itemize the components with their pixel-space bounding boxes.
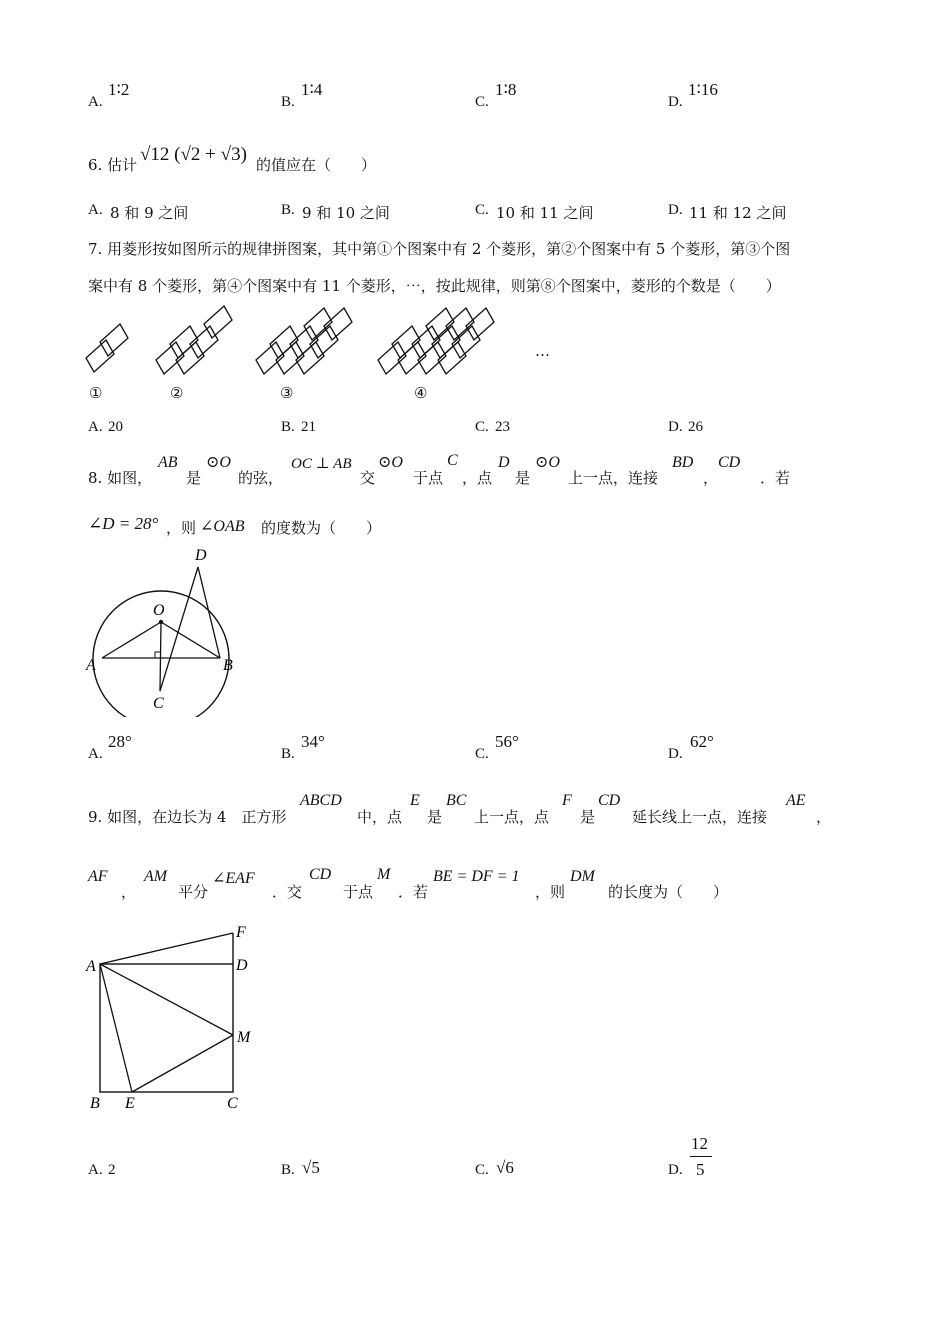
q5-option-a-letter: A. <box>88 94 103 110</box>
q9-label-m: M <box>237 1029 251 1046</box>
q8-option-a-value: 28° <box>108 732 132 751</box>
q5-option-d-value: 1∶16 <box>688 80 718 99</box>
q8-option-a-letter: A. <box>88 746 103 762</box>
q9-cd: CD <box>598 792 621 809</box>
q7-figure-label-3: ③ <box>280 384 294 402</box>
q8-text-9: ， <box>703 469 719 487</box>
rhombus <box>304 308 332 340</box>
q7-option-c-letter: C. <box>475 419 489 435</box>
q6-option-a-value: 8 和 9 之间 <box>110 204 189 222</box>
rhombus <box>170 326 198 358</box>
q7-option-d-value: 26 <box>688 419 703 435</box>
q7-figure-label-2: ② <box>170 384 184 402</box>
q8-option-d-value: 62° <box>690 732 714 751</box>
q7-option-a-letter: A. <box>88 419 103 435</box>
q9-option-d-denominator: 5 <box>696 1160 705 1179</box>
q7-option-a-value: 20 <box>108 419 123 435</box>
q9-bc: BC <box>446 792 467 809</box>
q9-cd-2: CD <box>309 866 332 883</box>
rhombus <box>310 326 338 358</box>
q9-point-f: F <box>562 792 572 809</box>
rhombus <box>156 342 184 374</box>
rhombus <box>432 326 460 358</box>
q8-circle-o-2: ⊙O <box>378 454 403 471</box>
q8-circle-o-1: ⊙O <box>206 454 231 471</box>
q7-option-d-letter: D. <box>668 419 683 435</box>
q9-label-a: A <box>86 958 96 975</box>
q9-label-d: D <box>236 957 248 974</box>
q9-option-a-letter: A. <box>88 1162 103 1178</box>
q6-option-b-letter: B. <box>281 202 295 218</box>
rhombus <box>426 308 454 340</box>
q9-segment-am <box>100 964 233 1035</box>
q8-ab: AB <box>158 454 178 471</box>
q9-option-d-numerator: 12 <box>691 1134 708 1153</box>
q8-cd: CD <box>718 454 741 471</box>
rhombus <box>412 326 440 358</box>
q9-text-4: 上一点，点 <box>474 808 550 826</box>
q6-option-d-letter: D. <box>668 202 683 218</box>
q9-option-b-value: √5 <box>302 1158 320 1177</box>
rhombus <box>100 324 128 356</box>
q5-option-b-value: 1∶4 <box>301 80 323 99</box>
q8-center-dot <box>159 620 163 624</box>
q9-text-9: 平分 <box>178 883 209 901</box>
q9-text-6: 延长线上一点，连接 <box>632 808 768 826</box>
q7-line-2: 案中有 8 个菱形，第④个图案中有 11 个菱形，⋯，按此规律，则第⑧个图案中，菱形的个数是（ ） <box>88 277 781 295</box>
q9-segment-em <box>132 1035 233 1092</box>
q8-text-10: ．若 <box>760 469 791 487</box>
q8-text-2: 是 <box>186 469 202 487</box>
rhombus <box>256 342 284 374</box>
q8-text-8: 上一点，连接 <box>568 469 659 487</box>
rhombus <box>270 326 298 358</box>
q9-af: AF <box>88 868 108 885</box>
q9-dm: DM <box>570 868 595 885</box>
q8-option-c-value: 56° <box>495 732 519 751</box>
q8-text-4: 交 <box>360 469 376 487</box>
q8-angle-condition: ∠D = 28° <box>88 514 159 533</box>
q9-text-10: ．交 <box>272 883 303 901</box>
q9-label-e: E <box>125 1095 135 1112</box>
rhombus <box>392 326 420 358</box>
q8-angle-question: ∠OAB <box>200 518 245 535</box>
q8-text-11: ，则 <box>166 519 197 537</box>
q8-text-5: 于点 <box>413 469 444 487</box>
q7-option-c-value: 23 <box>495 419 510 435</box>
q6-suffix: 的值应在（ ） <box>256 156 377 174</box>
q8-point-d: D <box>498 454 510 471</box>
rhombus <box>378 342 406 374</box>
q8-text-12: 的度数为（ ） <box>261 519 382 537</box>
q7-figure-label-4: ④ <box>414 384 428 402</box>
rhombus <box>190 326 218 358</box>
q9-fraction-bar <box>690 1156 712 1157</box>
q9-text-8: ， <box>121 883 137 901</box>
q9-label-f: F <box>236 924 246 941</box>
q8-segment-oc <box>160 622 161 691</box>
q9-angle-eaf: ∠EAF <box>212 870 255 887</box>
q9-option-c-letter: C. <box>475 1162 489 1178</box>
q8-label-b: B <box>223 657 233 674</box>
rhombus <box>324 308 352 340</box>
q8-option-c-letter: C. <box>475 746 489 762</box>
q8-segment-oa <box>102 622 161 658</box>
q5-option-c-value: 1∶8 <box>495 80 517 99</box>
q9-text-13: ，则 <box>535 883 566 901</box>
q7-figure-label-1: ① <box>89 384 103 402</box>
q6-option-a-letter: A. <box>88 202 103 218</box>
rhombus <box>452 326 480 358</box>
q6-option-c-value: 10 和 11 之间 <box>496 204 594 222</box>
q8-label-o: O <box>153 602 165 619</box>
q6-prefix: 6. 估计 <box>88 156 138 174</box>
q8-segment-ob <box>161 622 220 658</box>
q9-text-1: 9. 如图，在边长为 4 正方形 <box>88 808 287 826</box>
q6-option-c-letter: C. <box>475 202 489 218</box>
q9-segment-af <box>100 933 233 964</box>
q8-label-d: D <box>195 547 207 564</box>
rhombus <box>446 308 474 340</box>
q9-am: AM <box>144 868 168 885</box>
q9-text-2: 中，点 <box>357 808 403 826</box>
q8-bd: BD <box>672 454 694 471</box>
q9-segment-ae <box>100 964 132 1092</box>
q9-point-e: E <box>410 792 420 809</box>
q9-text-12: ．若 <box>398 883 429 901</box>
q7-line-1: 7. 用菱形按如图所示的规律拼图案，其中第①个图案中有 2 个菱形，第②个图案中有 5 个菱形，第③个图 <box>88 240 791 258</box>
q6-option-d-value: 11 和 12 之间 <box>689 204 787 222</box>
q8-option-b-letter: B. <box>281 746 295 762</box>
q5-option-b-letter: B. <box>281 94 295 110</box>
rhombus <box>86 340 114 372</box>
q8-point-c: C <box>447 452 458 469</box>
q9-text-7: ， <box>816 808 832 826</box>
q9-option-c-value: √6 <box>496 1158 514 1177</box>
q9-text-14: 的长度为（ ） <box>608 883 729 901</box>
q9-label-c: C <box>227 1095 238 1112</box>
q5-option-d-letter: D. <box>668 94 683 110</box>
q9-option-d-letter: D. <box>668 1162 683 1178</box>
q8-label-c: C <box>153 695 164 712</box>
q8-text-6: ，点 <box>462 469 493 487</box>
q9-option-a-value: 2 <box>108 1162 116 1178</box>
q8-segment-bd <box>198 567 220 658</box>
q8-text-1: 8. 如图， <box>88 469 153 487</box>
q8-label-a: A <box>86 657 96 674</box>
q7-ellipsis: … <box>535 342 550 360</box>
q7-rhombus-patterns <box>80 300 560 410</box>
q9-text-11: 于点 <box>343 883 374 901</box>
q9-text-3: 是 <box>427 808 443 826</box>
q9-text-5: 是 <box>580 808 596 826</box>
q8-segment-cd <box>160 567 198 691</box>
q6-option-b-value: 9 和 10 之间 <box>302 204 390 222</box>
rhombus <box>290 326 318 358</box>
q9-point-m: M <box>377 866 391 883</box>
q8-circle-figure <box>80 542 250 717</box>
q8-option-b-value: 34° <box>301 732 325 751</box>
q6-expression: √12 (√2 + √3) <box>140 144 247 165</box>
q5-option-a-value: 1∶2 <box>108 80 130 99</box>
rhombus <box>204 306 232 338</box>
q9-square-figure <box>80 918 270 1118</box>
rhombus <box>466 308 494 340</box>
q9-abcd: ABCD <box>300 792 342 809</box>
q8-text-3: 的弦， <box>238 469 284 487</box>
q9-option-b-letter: B. <box>281 1162 295 1178</box>
q7-option-b-value: 21 <box>301 419 316 435</box>
q8-option-d-letter: D. <box>668 746 683 762</box>
q7-option-b-letter: B. <box>281 419 295 435</box>
q9-ae: AE <box>786 792 806 809</box>
q9-condition: BE = DF = 1 <box>433 868 520 885</box>
q9-label-b: B <box>90 1095 100 1112</box>
q8-circle-o-3: ⊙O <box>535 454 560 471</box>
q5-option-c-letter: C. <box>475 94 489 110</box>
q8-perpendicular: OC ⊥ AB <box>291 456 352 472</box>
q8-text-7: 是 <box>515 469 531 487</box>
